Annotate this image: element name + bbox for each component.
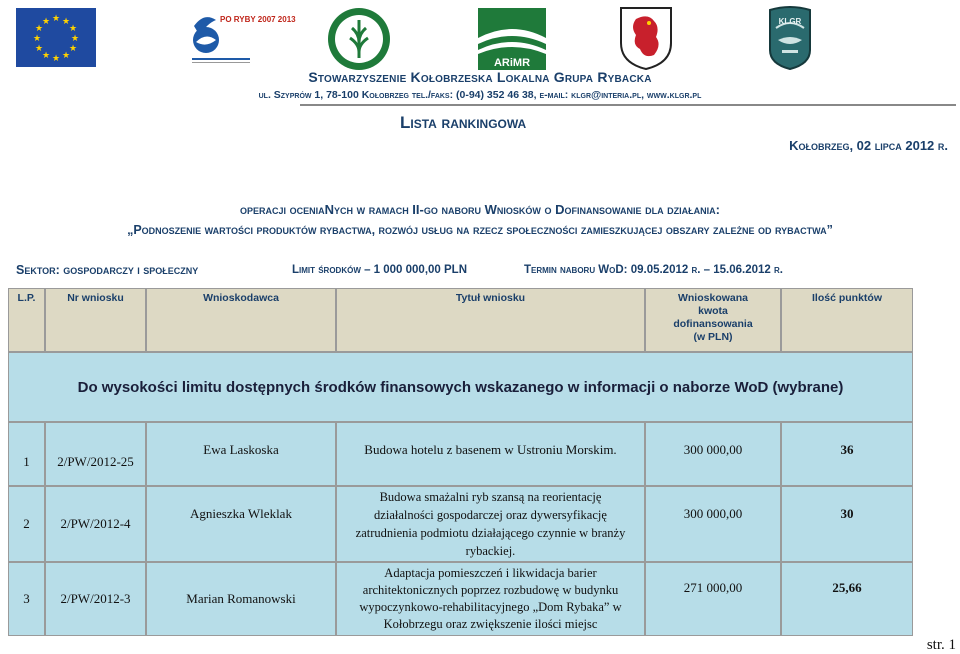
operation-description: operacji oceniaNych w ramach II-go naboru Wniosków o Dofinansowanie dla działania:	[239, 202, 721, 217]
table-row-2-lp: 2	[8, 486, 45, 562]
svg-text:★: ★	[51, 14, 61, 24]
document-title: Lista rankingowa	[400, 113, 527, 132]
table-row-2-title: Budowa smażalni ryb szansą na reorientację działalności gospodarczej oraz dywersyfikację zatrudnienia podmiotu działającego czynnie w branży rybackiej.	[336, 486, 645, 562]
table-row-1-nr: 2/PW/2012-25	[45, 422, 146, 486]
page-number: str. 1	[926, 637, 956, 653]
ministry-of-agriculture-seal	[326, 6, 392, 72]
arimr-logo	[478, 8, 546, 70]
table-row-3-title: Adaptacja pomieszczeń i likwidacja barier architektonicznych poprzez rozbudowę w budynku wypoczynkowo-rehabilitacyjnego „Dom Rybaka” w Kołobrzegu oraz zwiększenie ilości miejsc	[336, 562, 645, 636]
col-header-title: Tytuł wniosku	[336, 288, 645, 352]
table-row-1-amount: 300 000,00	[645, 422, 781, 486]
klgr-emblem	[768, 4, 812, 70]
col-header-applicant: Wnioskodawca	[146, 288, 336, 352]
table-row-3-points: 25,66	[781, 562, 913, 636]
table-row-2-nr: 2/PW/2012-4	[45, 486, 146, 562]
svg-text:★: ★	[61, 51, 71, 61]
place-date: Kołobrzeg, 02 lipca 2012 r.	[789, 138, 948, 153]
table-row-3-lp: 3	[8, 562, 45, 636]
selected-section-band: Do wysokości limitu dostępnych środków finansowych wskazanego w informacji o naborze WoD (wybrane)	[8, 352, 913, 422]
svg-text:★: ★	[70, 34, 80, 44]
svg-text:★: ★	[34, 24, 44, 34]
svg-text:★: ★	[32, 34, 42, 44]
measure-name: „Podnoszenie wartości produktów rybactwa, rozwój usług na rzecz społeczności zamieszkującej obszary zależne od rybactwa”	[127, 223, 833, 237]
organization-address: ul. Szyprów 1, 78-100 Kołobrzeg tel./faks: (0-94) 352 46 38, e-mail: klgr@interia.pl, www.klgr.pl	[258, 89, 702, 101]
col-header-lp: L.P.	[8, 288, 45, 352]
col-header-amount: Wnioskowana kwota dofinansowania (w PLN)	[645, 288, 781, 352]
header-divider	[300, 104, 956, 106]
svg-text:★: ★	[51, 54, 61, 64]
table-row-2-points: 30	[781, 486, 913, 562]
organization-name: Stowarzyszenie Kołobrzeska Lokalna Grupa Rybacka	[308, 69, 652, 85]
eu-flag-logo	[16, 8, 96, 67]
table-row-3-applicant: Marian Romanowski	[146, 562, 336, 636]
col-header-nr: Nr wniosku	[45, 288, 146, 352]
table-row-3-amount: 271 000,00	[645, 562, 781, 636]
griffin-coat-of-arms	[618, 5, 674, 71]
table-row-2-applicant: Agnieszka Wleklak	[146, 486, 336, 562]
po-ryby-logo	[186, 6, 296, 70]
col-header-points: Ilość punktów	[781, 288, 913, 352]
sector-info: Sektor: gospodarczy i społeczny	[16, 263, 199, 277]
svg-text:★: ★	[61, 17, 71, 27]
svg-text:ARiMR: ARiMR	[493, 57, 531, 69]
table-row-1-applicant: Ewa Laskoska	[146, 422, 336, 486]
table-row-1-title: Budowa hotelu z basenem w Ustroniu Morskim.	[336, 422, 645, 486]
svg-text:★: ★	[41, 51, 51, 61]
svg-text:★: ★	[34, 44, 44, 54]
svg-text:★: ★	[68, 24, 78, 34]
submission-deadline: Termin naboru WoD: 09.05.2012 r. – 15.06.2012 r.	[524, 264, 783, 276]
table-row-1-lp: 1	[8, 422, 45, 486]
table-row-1-points: 36	[781, 422, 913, 486]
table-row-3-nr: 2/PW/2012-3	[45, 562, 146, 636]
table-row-2-amount: 300 000,00	[645, 486, 781, 562]
svg-text:PO RYBY 2007 2013: PO RYBY 2007 2013	[220, 15, 296, 24]
svg-text:★: ★	[41, 17, 51, 27]
svg-text:KLGR: KLGR	[778, 17, 802, 26]
funds-limit: Limit środków – 1 000 000,00 PLN	[292, 264, 468, 276]
svg-text:★: ★	[68, 44, 78, 54]
